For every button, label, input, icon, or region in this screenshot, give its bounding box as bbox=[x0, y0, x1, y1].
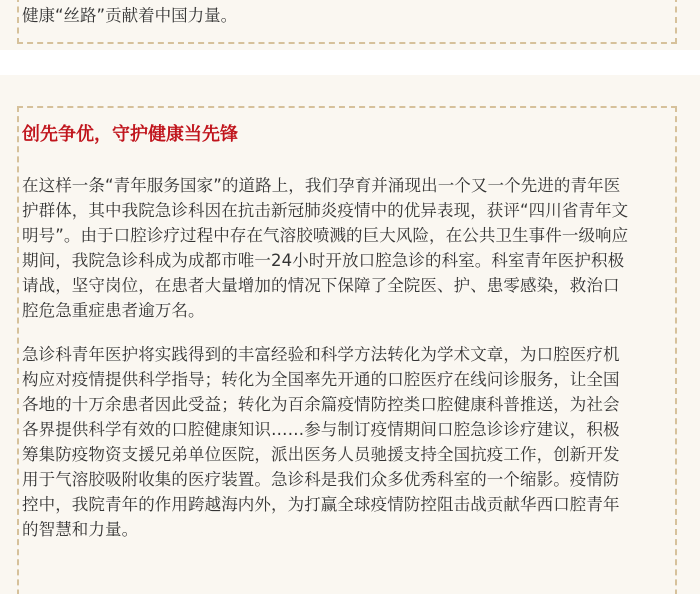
paragraph-line: 的智慧和力量。 bbox=[22, 520, 139, 539]
paragraph-line: 明号”。由于口腔诊疗过程中存在气溶胶喷溅的巨大风险，在公共卫生事件一级响应 bbox=[22, 226, 629, 245]
previous-section-card bbox=[0, 0, 700, 50]
paragraph-line: 请战，坚守岗位，在患者大量增加的情况下保障了全院医、护、患零感染，救治口 bbox=[22, 276, 620, 295]
paragraph-line: 各界提供科学有效的口腔健康知识……参与制订疫情期间口腔急诊诊疗建议，积极 bbox=[22, 420, 620, 439]
paragraph-line: 控中，我院青年的作用跨越海内外，为打赢全球疫情防控阻击战贡献华西口腔青年 bbox=[22, 495, 620, 514]
paragraph-line: 在这样一条“青年服务国家”的道路上，我们孕育并涌现出一个又一个先进的青年医 bbox=[22, 176, 621, 195]
paragraph-line: 期间，我院急诊科成为成都市唯一24小时开放口腔急诊的科室。科室青年医护积极 bbox=[22, 251, 625, 270]
paragraph-2 bbox=[22, 342, 682, 542]
paragraph-line: 护群体，其中我院急诊科因在抗击新冠肺炎疫情中的优异表现，获评“四川省青年文 bbox=[22, 201, 629, 220]
paragraph-1 bbox=[22, 173, 682, 323]
paragraph-line: 腔危急重症患者逾万名。 bbox=[22, 301, 205, 320]
section-heading: 创先争优，守护健康当先锋 bbox=[22, 124, 238, 145]
paragraph-line: 筹集防疫物资支援兄弟单位医院，派出医务人员驰援支持全国抗疫工作，创新开发 bbox=[22, 445, 620, 464]
paragraph-line: 各地的十万余患者因此受益；转化为百余篇疫情防控类口腔健康科普推送，为社会 bbox=[22, 395, 620, 414]
section-card bbox=[0, 75, 700, 594]
previous-section-last-line: 健康“丝路”贡献着中国力量。 bbox=[22, 6, 238, 25]
paragraph-line: 构应对疫情提供科学指导；转化为全国率先开通的口腔医疗在线问诊服务，让全国 bbox=[22, 370, 620, 389]
paragraph-line: 用于气溶胶吸附收集的医疗装置。急诊科是我们众多优秀科室的一个缩影。疫情防 bbox=[22, 470, 620, 489]
paragraph-line: 急诊科青年医护将实践得到的丰富经验和科学方法转化为学术文章，为口腔医疗机 bbox=[22, 345, 620, 364]
